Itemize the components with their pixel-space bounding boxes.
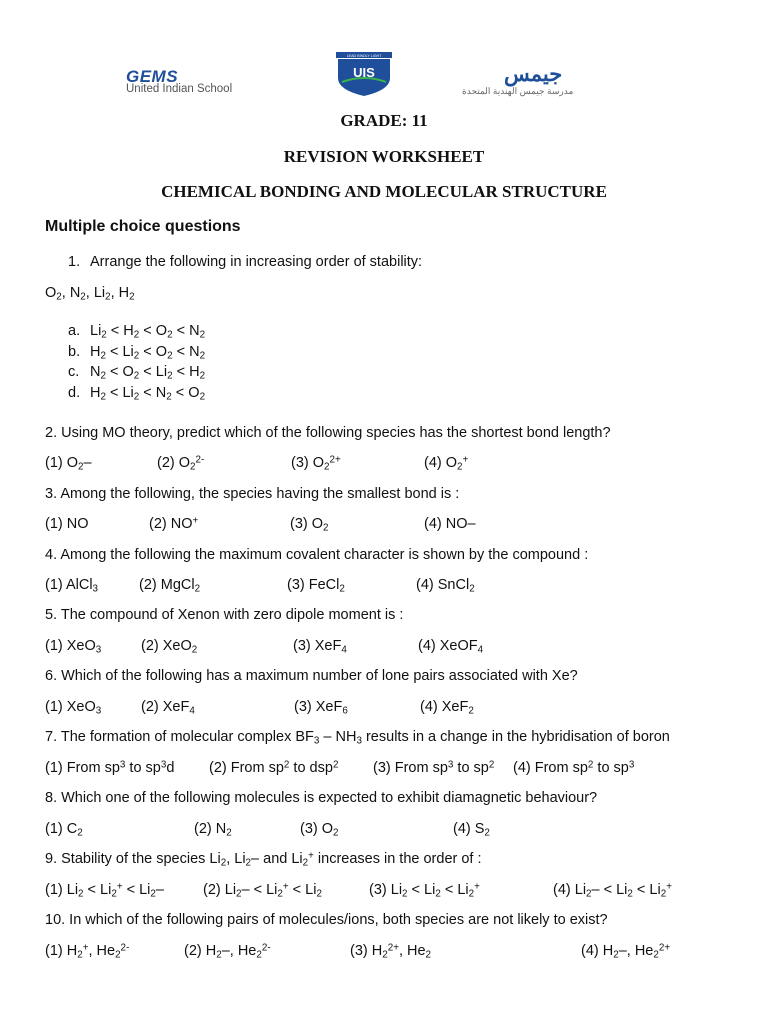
q3-option-4: (4) NO– — [424, 516, 476, 532]
q5-option-1: (1) XeO$_3$ — [45, 638, 102, 656]
q1-option-a-label: a. — [68, 323, 81, 339]
q1-option-c-label: c. — [68, 364, 80, 380]
q10-text: 10. In which of the following pairs of molecules/ions, both species are not likely to exist? — [45, 912, 608, 928]
q10-option-3: (3) $H_2^{2+}$, $He_2$ — [350, 942, 432, 961]
q8-option-3: (3) $O_2$ — [300, 821, 339, 839]
q1-option-a: $Li_2 < H_2 < O_2 < N_2$ — [90, 323, 206, 341]
q2-text: 2. Using MO theory, predict which of the following species has the shortest bond length? — [45, 425, 611, 441]
q5-text: 5. The compound of Xenon with zero dipole moment is : — [45, 607, 404, 623]
q9-text: 9. Stability of the species $Li_2$, $Li_2-$ and $Li_2^+$ increases in the order of : — [45, 850, 482, 869]
q8-option-2: (2) $N_2$ — [194, 821, 232, 839]
q3-text: 3. Among the following, the species having the smallest bond is : — [45, 486, 460, 502]
q2-option-2: (2) $O_2^{2-}$ — [157, 454, 205, 473]
q4-option-4: (4) SnCl$_2$ — [416, 577, 475, 595]
q1-option-c: $N_2 < O_2 < Li_2 < H_2$ — [90, 364, 206, 382]
q5-option-4: (4) XeOF$_4$ — [418, 638, 484, 656]
q1-number: 1. — [68, 254, 81, 270]
q6-option-3: (3) XeF$_6$ — [294, 699, 348, 717]
q4-text: 4. Among the following the maximum covalent character is shown by the compound : — [45, 547, 589, 563]
q10-option-1: (1) $H_2^+$, $He_2^{2-}$ — [45, 942, 130, 961]
q1-option-b: $H_2 < Li_2 < O_2 < N_2$ — [90, 344, 206, 362]
q1-option-d-label: d. — [68, 385, 81, 401]
q1-species: $O_2$, $N_2$, $Li_2$, $H_2$ — [45, 285, 135, 303]
q9-option-4: (4) $Li_2- < Li_2 < Li_2^+$ — [553, 881, 672, 900]
q1-option-d: $H_2 < Li_2 < N_2 < O_2$ — [90, 385, 206, 403]
q1-text: Arrange the following in increasing order of stability: — [90, 254, 423, 270]
worksheet-title: REVISION WORKSHEET — [283, 147, 485, 166]
q2-option-1: (1) $O_2-$ — [45, 455, 92, 473]
q6-option-1: (1) XeO$_3$ — [45, 699, 102, 717]
arabic-school-name: مدرسة جيمس الهندية المتحدة — [462, 86, 574, 96]
q2-option-4: (4) $O_2^+$ — [424, 454, 469, 473]
gems-logo-text: GEMS — [126, 67, 179, 86]
q7-option-1: (1) From $sp^3$ to $sp^3d$ — [45, 759, 175, 776]
q10-option-4: (4) $H_2-$, $He_2^{2+}$ — [581, 942, 671, 961]
q9-option-1: (1) $Li_2 < Li_2^+ < Li_2-$ — [45, 881, 164, 900]
q7-option-4: (4) From $sp^2$ to $sp^3$ — [513, 759, 635, 776]
q8-option-4: (4) $S_2$ — [453, 821, 490, 839]
topic-title: CHEMICAL BONDING AND MOLECULAR STRUCTURE — [161, 182, 607, 201]
q7-option-2: (2) From $sp^2$ to dsp$^2$ — [209, 759, 339, 776]
q8-text: 8. Which one of the following molecules is expected to exhibit diamagnetic behaviour? — [45, 790, 598, 806]
q6-option-2: (2) XeF$_4$ — [141, 699, 195, 717]
uis-badge-motto: LEAD KINDLY LIGHT — [346, 53, 382, 58]
q3-option-2: (2) NO+ — [149, 515, 199, 532]
q7-text: 7. The formation of molecular complex $BF_3 - NH_3$ results in a change in the hybridisation of boron — [45, 729, 670, 747]
arabic-logo-text: جيمس — [504, 63, 563, 86]
q9-option-3: (3) $Li_2 < Li_2 < Li_2^+$ — [369, 881, 480, 900]
q3-option-1: (1) NO — [45, 516, 89, 532]
uis-badge-text: UIS — [353, 65, 375, 80]
q5-option-2: (2) XeO$_2$ — [141, 638, 198, 656]
q9-option-2: (2) $Li_2- < Li_2^+ < Li_2$ — [203, 881, 322, 900]
uis-crest-logo — [334, 52, 394, 96]
q8-option-1: (1) $C_2$ — [45, 821, 83, 839]
q4-option-2: (2) MgCl$_2$ — [139, 577, 201, 595]
q2-option-3: (3) $O_2^{2+}$ — [291, 454, 341, 473]
q5-option-3: (3) XeF$_4$ — [293, 638, 347, 656]
q10-option-2: (2) $H_2-$, $He_2^{2-}$ — [184, 942, 271, 961]
q4-option-3: (3) FeCl$_2$ — [287, 577, 345, 595]
q4-option-1: (1) AlCl$_3$ — [45, 577, 99, 595]
q6-option-4: (4) XeF$_2$ — [420, 699, 474, 717]
q6-text: 6. Which of the following has a maximum number of lone pairs associated with Xe? — [45, 668, 578, 684]
section-heading: Multiple choice questions — [45, 218, 241, 235]
grade-title: GRADE: 11 — [340, 111, 428, 130]
q3-option-3: (3) $O_2$ — [290, 516, 329, 534]
gems-school-name: United Indian School — [126, 83, 233, 95]
q7-option-3: (3) From $sp^3$ to $sp^2$ — [373, 759, 495, 776]
q1-option-b-label: b. — [68, 344, 81, 360]
